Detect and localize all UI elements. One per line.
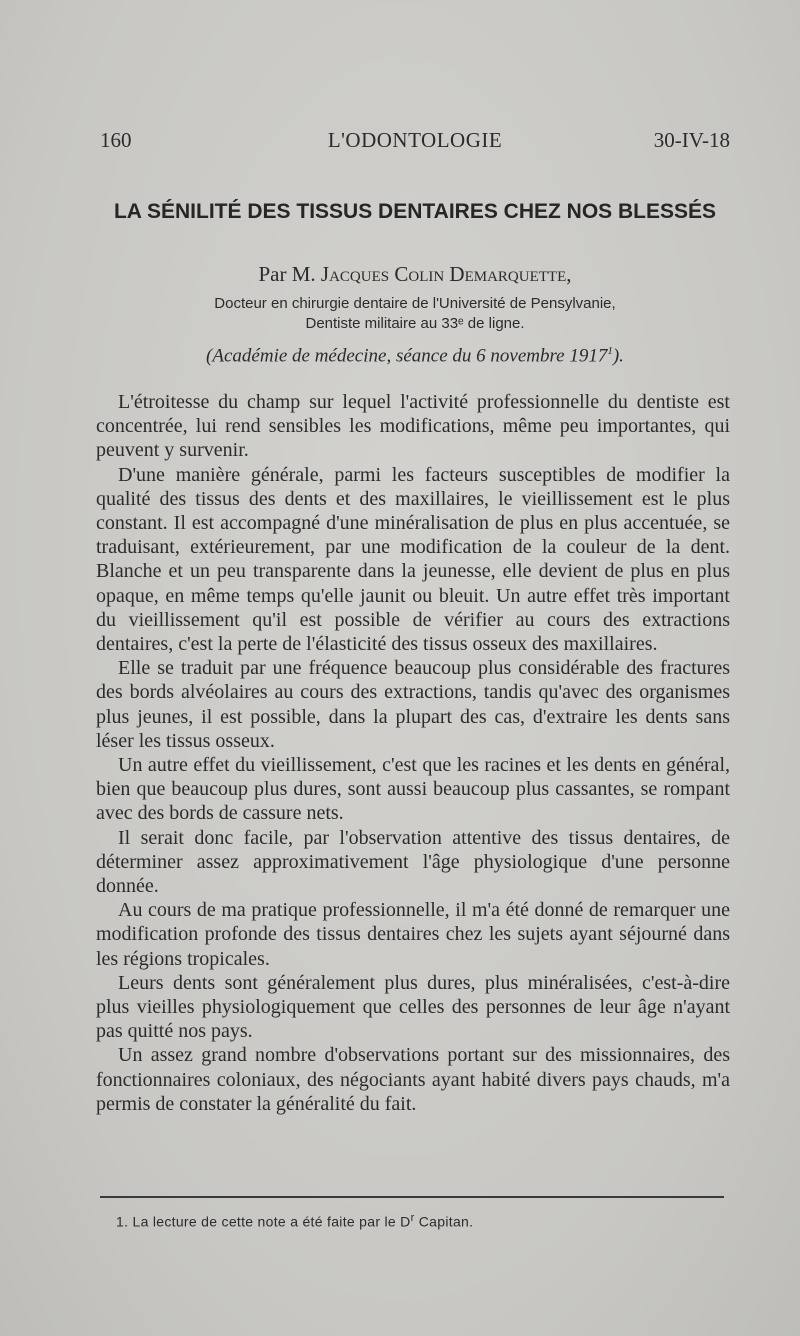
footnote-divider: [100, 1196, 724, 1198]
venue-close: ).: [612, 345, 624, 367]
article-title: LA SÉNILITÉ DES TISSUS DENTAIRES CHEZ NOS BLESSÉS: [113, 200, 717, 223]
paragraph: Au cours de ma pratique professionnelle, il m'a été donné de remarquer une modification profonde des tissus dentaires chez les sujets ayant séjourné dans les régions tropicales.: [96, 899, 730, 970]
footnote-text: La lecture de cette note a été faite par le D: [132, 1213, 411, 1230]
paragraph: Il serait donc facile, par l'observation attentive des tissus dentaires, de déterminer assez approximativement l'âge physiologique d'une personne donnée.: [96, 826, 730, 898]
paragraph: Leurs dents sont généralement plus dures, plus minéralisées, c'est-à-dire plus vieilles physiologiquement que celles des personnes de leur âge n'ayant pas quitté nos pays.: [96, 971, 730, 1043]
footnote-end: Capitan.: [414, 1213, 474, 1230]
running-header: [100, 128, 730, 158]
page-number: 160: [100, 128, 132, 152]
paragraph: L'étroitesse du champ sur lequel l'activité professionnelle du dentiste est concentrée, lui rend sensibles les modifications, même peu importantes, qui peuvent y survenir.: [96, 391, 730, 462]
venue-text: (Académie de médecine, séance du 6 novembre 1917: [206, 345, 608, 367]
paragraph: D'une manière générale, parmi les facteurs susceptibles de modifier la qualité des tissus des dents et des maxillaires, le vieillissement est le plus constant. Il est accompagné d'une minéralisation de plus en plus accentuée, se traduisant, extérieurement, par une modification de la couleur de la dent. Blanche et un peu transparente dans la jeunesse, elle devient de plus en plus opaque, en même temps qu'elle jaunit ou bleuit. Un autre effet très important du vieillissement qu'il est possible de vérifier au cours des extractions dentaires, c'est la perte de l'élasticité des tissus osseux des maxillaires.: [96, 463, 730, 656]
affiliation-line-1: Docteur en chirurgie dentaire de l'Université de Pensylvanie,: [214, 295, 616, 312]
footnote-sup: r: [410, 1212, 415, 1224]
author-name: Jacques Colin Demarquette,: [320, 262, 572, 286]
author-line: [100, 262, 730, 287]
paragraph: Elle se traduit par une fréquence beaucoup plus considérable des fractures des bords alvéolaires au cours des extractions, tandis qu'avec des organismes plus jeunes, il est possible, dans la plupart des cas, d'extraire les dents sans léser les tissus osseux.: [96, 657, 730, 752]
venue-note: [100, 345, 730, 367]
footnote-mark: 1.: [116, 1213, 129, 1230]
paragraph: Un autre effet du vieillissement, c'est que les racines et les dents en général, bien que beaucoup plus dures, sont aussi beaucoup plus cassantes, se rompant avec des bords de cassure nets.: [96, 754, 730, 825]
author-prefix: Par M.: [258, 262, 316, 286]
issue-date: 30-IV-18: [653, 128, 730, 152]
paragraph: Un assez grand nombre d'observations portant sur des missionnaires, des fonctionnaires coloniaux, des négociants ayant habité divers pays chauds, m'a permis de constater la généralité du fait.: [96, 1044, 730, 1115]
footnote-ref: 1: [607, 345, 613, 357]
article-body: [96, 390, 730, 1116]
journal-title: L'ODONTOLOGIE: [327, 128, 503, 152]
footnote: [116, 1212, 726, 1230]
affiliation-line-2: Dentiste militaire au 33ᵉ de ligne.: [305, 315, 525, 332]
